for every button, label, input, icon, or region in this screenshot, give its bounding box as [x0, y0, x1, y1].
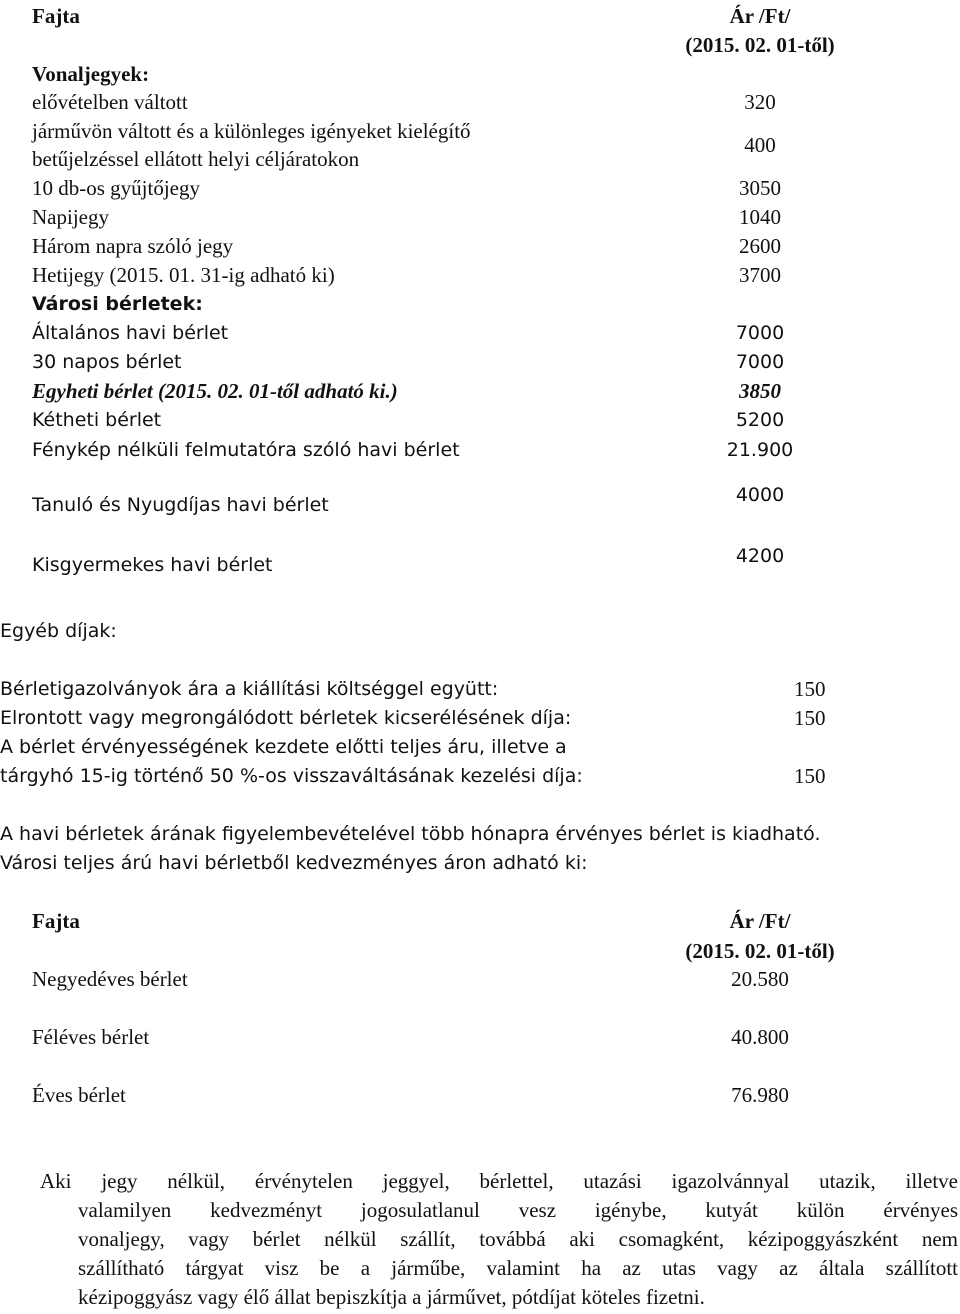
pass-label: Kétheti bérlet [32, 409, 162, 431]
fee-price: 150 [794, 764, 826, 788]
row-label-cont: betűjelzéssel ellátott helyi céljáratokon [32, 147, 360, 171]
row-price: 20.580 [731, 967, 789, 991]
row-price: 40.800 [731, 1025, 789, 1049]
pass-label: Egyheti bérlet (2015. 02. 01-től adható ki.) [32, 379, 398, 403]
pass-price: 4200 [735, 545, 785, 567]
row-price: 320 [744, 90, 776, 114]
row-label: Hetijegy (2015. 01. 31-ig adható ki) [32, 263, 335, 287]
row-price: 400 [744, 133, 776, 157]
table1-header-date: (2015. 02. 01-től) [685, 33, 835, 57]
pass-label: Kisgyermekes havi bérlet [32, 554, 273, 576]
pass-price: 7000 [735, 351, 785, 373]
pass-label: Tanuló és Nyugdíjas havi bérlet [32, 494, 329, 516]
penalty-line: vonaljegy, vagy bérlet nélkül szállít, továbbá aki csomagként, kézipoggyászként nem [78, 1227, 958, 1251]
pass-price: 7000 [735, 322, 785, 344]
row-label: Féléves bérlet [32, 1025, 150, 1049]
table1-header-price: Ár /Ft/ [729, 4, 791, 28]
penalty-line: szállítható tárgyat visz be a járműbe, valamint ha az utas vagy az általa szállított [78, 1256, 958, 1280]
penalty-line: valamilyen kedvezményt jogosulatlanul vesz igénybe, kutyát külön érvényes [78, 1198, 958, 1222]
row-price: 1040 [739, 205, 781, 229]
penalty-line: Aki jegy nélkül, érvénytelen jeggyel, bérlettel, utazási igazolvánnyal utazik, illetve [40, 1169, 958, 1193]
penalty-paragraph [40, 1167, 958, 1312]
fee-label-cont: tárgyhó 15-ig történő 50 %-os visszaváltásának kezelési díja: [0, 765, 583, 787]
pass-price: 4000 [735, 484, 785, 506]
section-passes: Városi bérletek: [32, 293, 203, 315]
pass-price: 5200 [735, 409, 785, 431]
row-price: 2600 [739, 234, 781, 258]
row-label: Napijegy [32, 205, 109, 229]
pass-label: 30 napos bérlet [32, 351, 182, 373]
fee-label: A bérlet érvényességének kezdete előtti teljes áru, illetve a [0, 736, 567, 758]
row-label: elővételben váltott [32, 90, 188, 114]
table2-header-price: Ár /Ft/ [729, 909, 791, 933]
pass-price: 3850 [739, 379, 781, 403]
penalty-line: kézipoggyász vagy élő állat bepiszkítja a járművet, pótdíjat köteles fizetni. [78, 1285, 705, 1309]
table2-header-date: (2015. 02. 01-től) [685, 939, 835, 963]
note-line: A havi bérletek árának figyelembevételével több hónapra érvényes bérlet is kiadható. [0, 823, 821, 845]
pass-price: 21.900 [726, 439, 794, 461]
row-label: Negyedéves bérlet [32, 967, 188, 991]
fee-price: 150 [794, 677, 826, 701]
row-price: 76.980 [731, 1083, 789, 1107]
fee-price: 150 [794, 706, 826, 730]
pass-label: Általános havi bérlet [32, 322, 229, 344]
fee-label: Bérletigazolványok ára a kiállítási költséggel együtt: [0, 678, 499, 700]
row-price: 3050 [739, 176, 781, 200]
fee-label: Elrontott vagy megrongálódott bérletek kicserélésének díja: [0, 707, 572, 729]
table1-header-type: Fajta [32, 4, 80, 28]
section-line-tickets: Vonaljegyek: [32, 62, 150, 86]
row-label: Éves bérlet [32, 1083, 126, 1107]
row-label: Három napra szóló jegy [32, 234, 234, 258]
row-label: járművön váltott és a különleges igényeket kielégítő [32, 119, 471, 143]
row-label: 10 db-os gyűjtőjegy [32, 176, 200, 200]
note-line: Városi teljes árú havi bérletből kedvezményes áron adható ki: [0, 852, 588, 874]
other-fees-title: Egyéb díjak: [0, 620, 117, 642]
table2-header-type: Fajta [32, 909, 80, 933]
pass-label: Fénykép nélküli felmutatóra szóló havi bérlet [32, 439, 460, 461]
row-price: 3700 [739, 263, 781, 287]
